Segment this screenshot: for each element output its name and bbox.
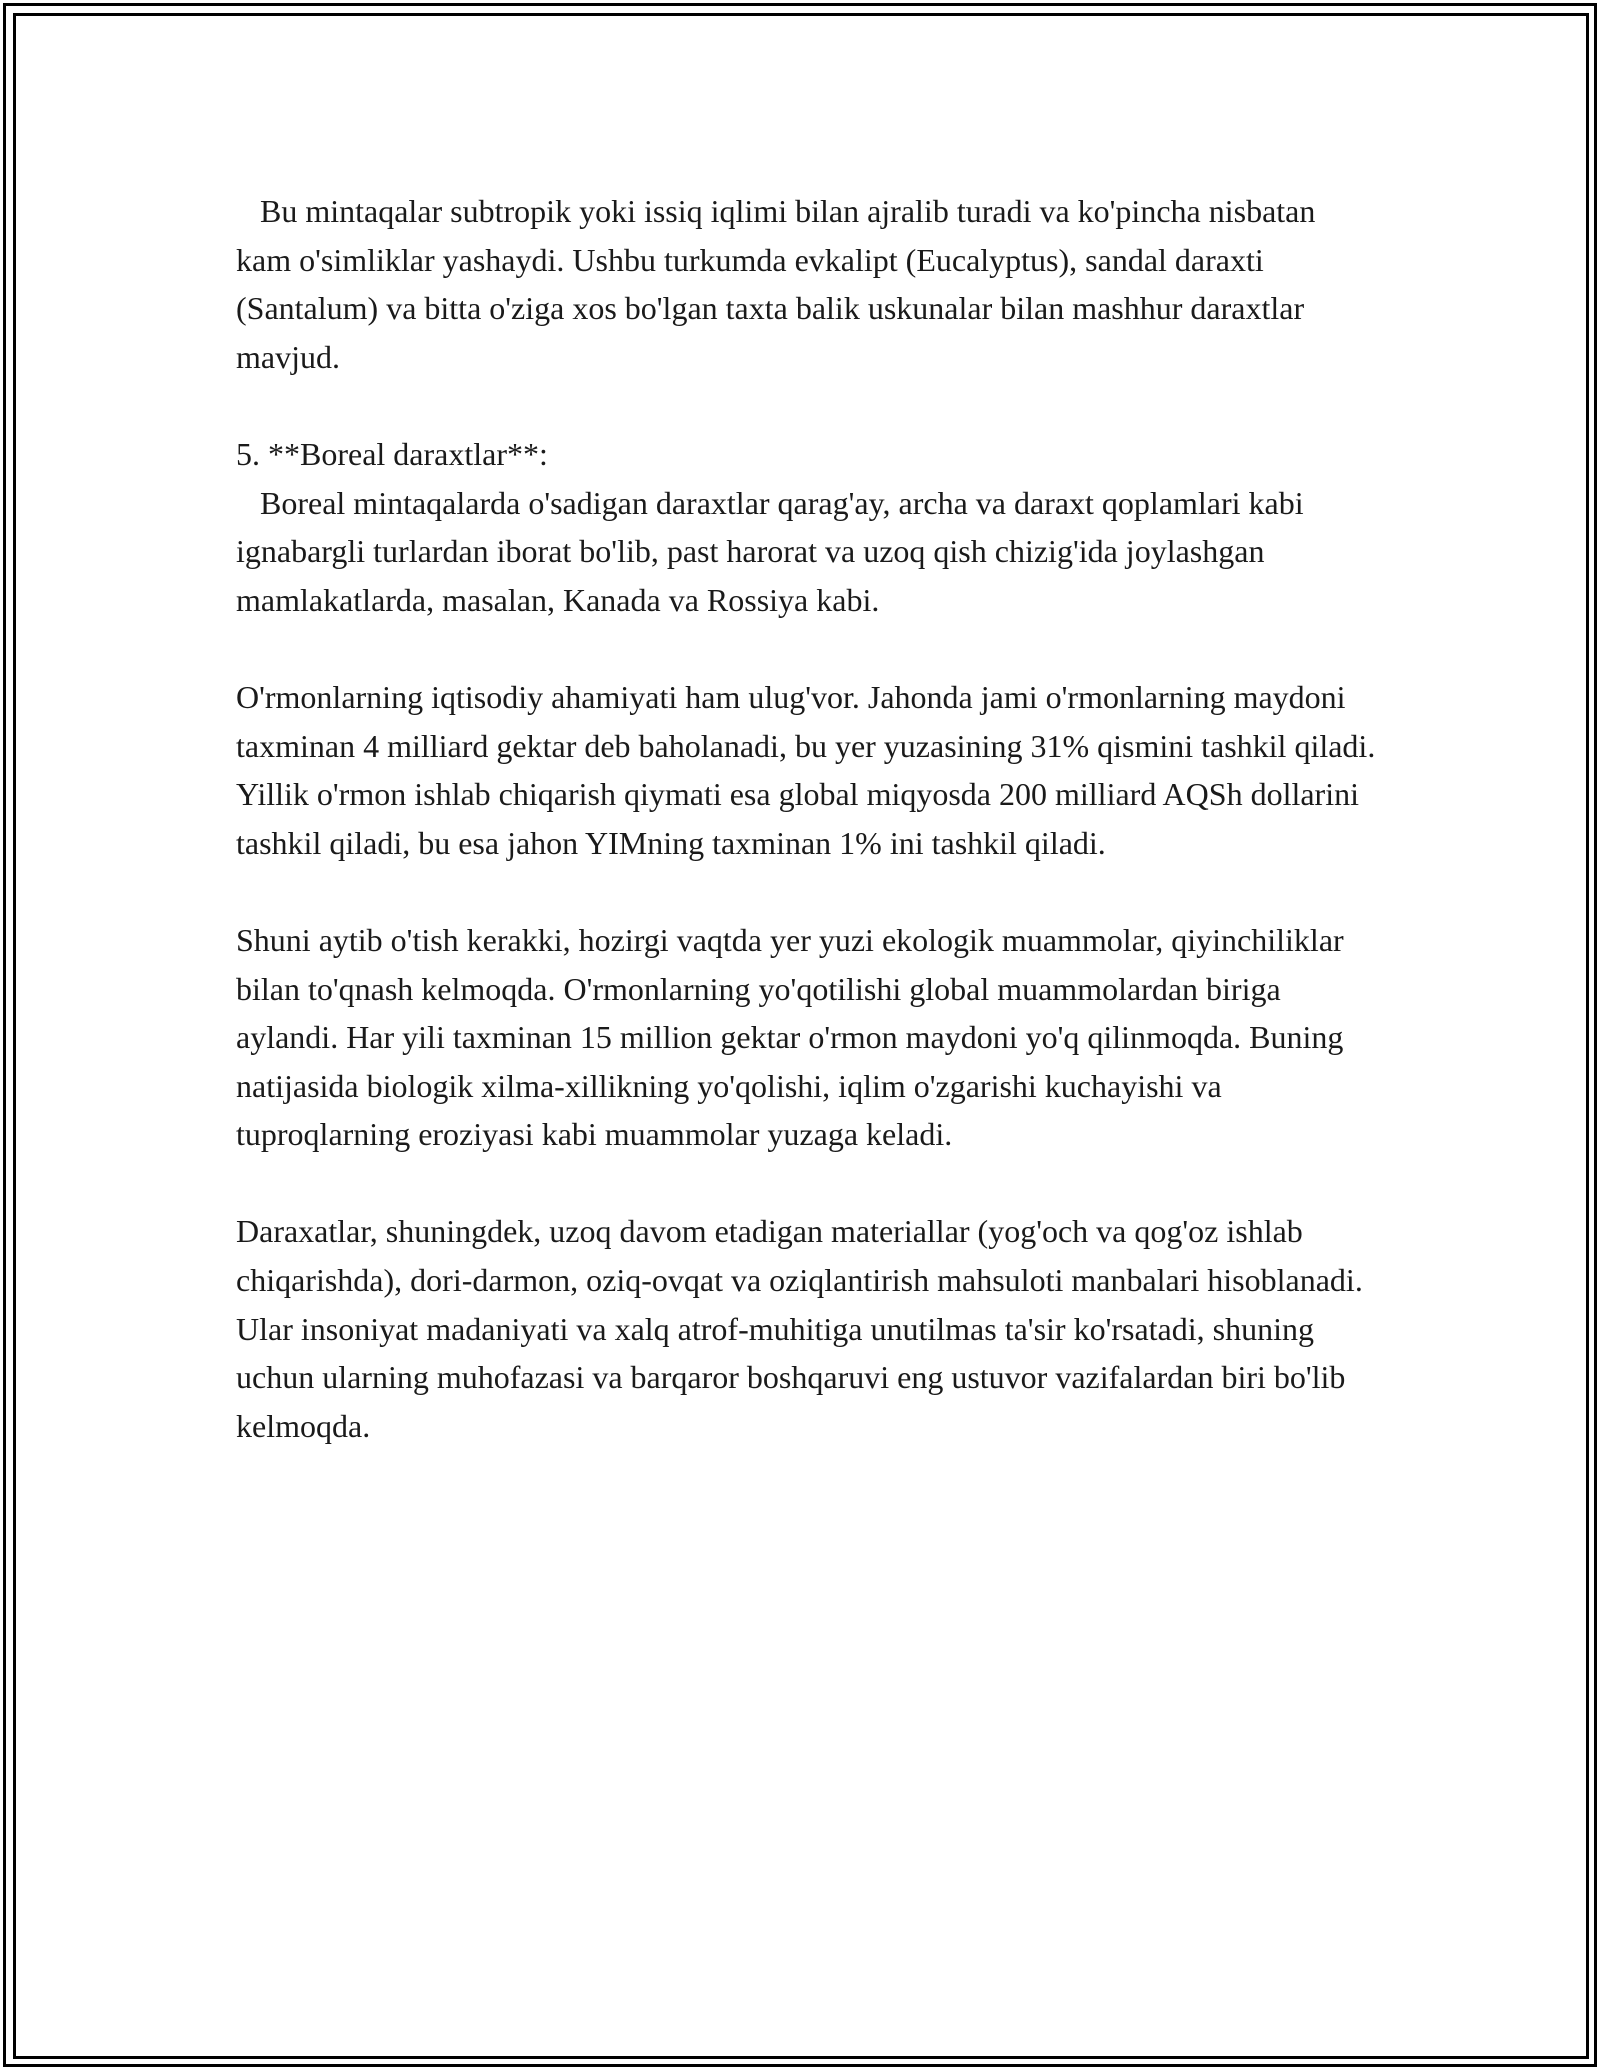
paragraph-tree-resources: Daraxatlar, shuningdek, uzoq davom etadigan materiallar (yog'och va qog'oz ishlab chiqarishda), dori-darmon, oziq-ovqat va oziqlantirish mahsuloti manbalari hisoblanadi. Ular insoniyat madaniyati va xalq atrof-muhitiga unutilmas ta'sir ko'rsatadi, shuning uchun ularning muhofazasi va barqaror boshqaruvi eng ustuvor vazifalardan biri bo'lib kelmoqda. xyxy=(236,1213,1371,1444)
document-body xyxy=(236,187,1383,1499)
paragraph-ecological-problems: Shuni aytib o'tish kerakki, hozirgi vaqtda yer yuzi ekologik muammolar, qiyinchiliklar bilan to'qnash kelmoqda. O'rmonlarning yo'qotilishi global muammolardan biriga aylandi. Har yili taxminan 15 million gektar o'rmon maydoni yo'q qilinmoqda. Buning natijasida biologik xilma-xillikning yo'qolishi, iqlim o'zgarishi kuchayishi va tuproqlarning eroziyasi kabi muammolar yuzaga keladi. xyxy=(236,921,1352,1153)
paragraph-boreal-trees: Boreal mintaqalarda o'sadigan daraxtlar qarag'ay, archa va daraxt qoplamlari kabi ignabargli turlardan iborat bo'lib, past harorat va uzoq qish chizig'ida joylashgan mamlakatlarda, masalan, Kanada va Rossiya kabi. xyxy=(236,484,1312,618)
paragraph-forest-economics: O'rmonlarning iqtisodiy ahamiyati ham ulug'vor. Jahonda jami o'rmonlarning maydoni taxminan 4 milliard gektar deb baholanadi, bu yer yuzasining 31% qismini tashkil qiladi. Yillik o'rmon ishlab chiqarish qiymati esa global miqyosda 200 milliard AQSh dollarini tashkil qiladi, bu esa jahon YIMning taxminan 1% ini tashkil qiladi. xyxy=(236,678,1383,861)
heading-boreal-trees: 5. **Boreal daraxtlar**: xyxy=(236,435,548,472)
paragraph-subtropical-trees: Bu mintaqalar subtropik yoki issiq iqlimi bilan ajralib turadi va ko'pincha nisbatan kam o'simliklar yashaydi. Ushbu turkumda evkalipt (Eucalyptus), sandal daraxti (Santalum) va bitta o'ziga xos bo'lgan taxta balik uskunalar bilan mashhur daraxtlar mavjud. xyxy=(236,193,1324,375)
